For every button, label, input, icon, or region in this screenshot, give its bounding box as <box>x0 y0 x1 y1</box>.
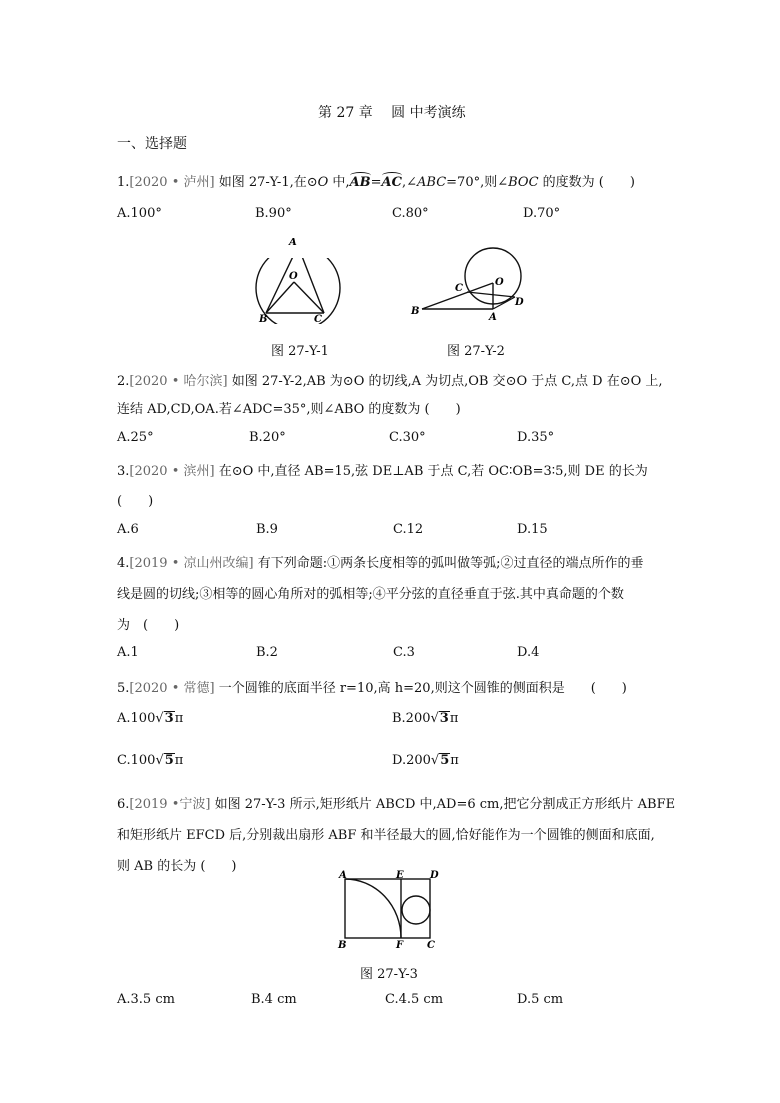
option-d: D.4 <box>517 645 540 660</box>
radicand: 3 <box>439 711 449 726</box>
question-2: 2.[2020 • 哈尔滨] 如图 27-Y-2,AB 为⊙O 的切线,A 为切点,OB 交⊙O 于点 C,点 D 在⊙O 上, <box>117 374 663 389</box>
option-a: A.1 <box>117 645 139 660</box>
figure-3-caption: 图 27-Y-3 <box>360 967 418 982</box>
label-o: O <box>495 277 504 288</box>
question-source: [2020 • 泸州] <box>129 175 215 190</box>
label-d: D <box>430 870 439 881</box>
option-c: C.30° <box>389 430 426 445</box>
option-a: A.100√3π <box>117 711 184 726</box>
question-3-line-2: ( ) <box>117 494 154 509</box>
figure-27-y-3 <box>335 868 445 950</box>
question-6-line-2: 和矩形纸片 EFCD 后,分别裁出扇形 ABF 和半径最大的圆,恰好能作为一个圆锥的侧面和底面, <box>117 828 655 843</box>
option-b: B.200√3π <box>392 711 459 726</box>
question-4-line-3: 为 ( ) <box>117 618 180 633</box>
label-c: C <box>427 940 435 950</box>
question-number: 3. <box>117 464 130 479</box>
label-c: C <box>455 283 463 294</box>
question-number: 1. <box>117 175 130 190</box>
question-6: 6.[2019 •宁波] 如图 27-Y-3 所示,矩形纸片 ABCD 中,AD=6 cm,把它分割成正方形纸片 ABFE <box>117 797 676 812</box>
option-d: D.35° <box>517 430 555 445</box>
question-5: 5.[2020 • 常德] 一个圆锥的底面半径 r=10,高 h=20,则这个圆锥的侧面积是 ( ) <box>117 681 627 696</box>
option-c: C.100√5π <box>117 753 184 768</box>
question-source: [2020 • 常德] <box>129 681 215 696</box>
question-3: 3.[2020 • 滨州] 在⊙O 中,直径 AB=15,弦 DE⊥AB 于点 C,若 OC∶OB=3∶5,则 DE 的长为 <box>117 464 648 479</box>
arc-ac: AC <box>381 175 402 190</box>
label-d: D <box>515 297 524 308</box>
label-o: O <box>289 271 298 282</box>
option-a: A.6 <box>117 522 139 537</box>
label-b: B <box>338 940 347 950</box>
question-source: [2019 • 凉山州改编] <box>129 556 254 571</box>
label-f: F <box>396 940 404 950</box>
option-a: A.3.5 cm <box>117 992 175 1007</box>
radicand: 3 <box>164 711 174 726</box>
label-e: E <box>396 870 404 881</box>
figure-1-caption: 图 27-Y-1 <box>271 344 329 359</box>
option-a: A.100° <box>117 206 162 221</box>
question-4: 4.[2019 • 凉山州改编] 有下列命题:①两条长度相等的弧叫做等弧;②过直径的端点所作的垂 <box>117 556 644 571</box>
question-number: 5. <box>117 681 130 696</box>
question-4-line-2: 线是圆的切线;③相等的圆心角所对的弧相等;④平分弦的直径垂直于弦.其中真命题的个数 <box>117 587 624 602</box>
question-source: [2019 •宁波] <box>129 797 211 812</box>
figure-27-y-1-labels <box>250 238 350 328</box>
radicand: 5 <box>440 753 450 768</box>
option-c: C.12 <box>393 522 424 537</box>
option-c: C.80° <box>392 206 429 221</box>
option-a: A.25° <box>117 430 154 445</box>
question-number: 2. <box>117 374 130 389</box>
label-b: B <box>259 314 268 325</box>
arc-ab: AB <box>349 175 371 190</box>
question-1: 1.[2020 • 泸州] 如图 27-Y-1,在⊙O 中,AB=AC,∠ABC=70°,则∠BOC 的度数为 ( ) <box>117 175 635 190</box>
label-c: C <box>314 314 322 325</box>
figure-2-caption: 图 27-Y-2 <box>447 344 505 359</box>
question-6-line-3: 则 AB 的长为 ( ) <box>117 859 237 874</box>
option-b: B.90° <box>255 206 292 221</box>
label-a: A <box>289 238 297 248</box>
option-c: C.4.5 cm <box>385 992 444 1007</box>
option-d: D.15 <box>517 522 548 537</box>
option-b: B.9 <box>256 522 278 537</box>
question-2-line-2: 连结 AD,CD,OA.若∠ADC=35°,则∠ABO 的度数为 ( ) <box>117 402 461 417</box>
radicand: 5 <box>164 753 174 768</box>
figure-27-y-2 <box>405 245 535 325</box>
option-c: C.3 <box>393 645 415 660</box>
question-number: 6. <box>117 797 130 812</box>
label-a: A <box>339 870 347 881</box>
question-number: 4. <box>117 556 130 571</box>
page-title: 第 27 章 圆 中考演练 <box>318 105 466 121</box>
option-d: D.200√5π <box>392 753 459 768</box>
option-b: B.4 cm <box>251 992 297 1007</box>
option-b: B.2 <box>256 645 278 660</box>
option-d: D.70° <box>523 206 561 221</box>
option-d: D.5 cm <box>517 992 564 1007</box>
question-source: [2020 • 哈尔滨] <box>129 374 228 389</box>
label-a: A <box>489 312 497 323</box>
question-source: [2020 • 滨州] <box>129 464 215 479</box>
option-b: B.20° <box>249 430 286 445</box>
section-heading: 一、选择题 <box>117 136 187 152</box>
label-b: B <box>411 306 420 317</box>
